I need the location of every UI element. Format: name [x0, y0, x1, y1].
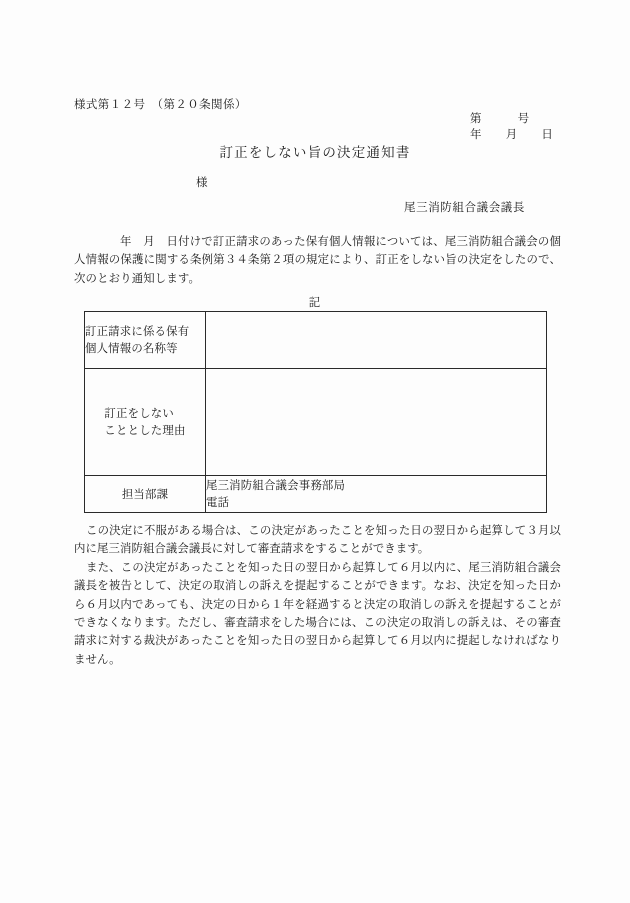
legal-note-appeal: この決定に不服がある場合は、この決定があったことを知った日の翌日から起算して３月以内に尾三消防組合議会議長に対して審査請求をすることができます。 — [74, 523, 561, 556]
table-row — [85, 312, 547, 369]
addressee-honorific: 様 — [196, 175, 208, 189]
legal-note-lawsuit: また、この決定があったことを知った日の翌日から起算して６月以内に、尾三消防組合議会議長を被告として、決定の取消しの訴えを提起することができます。なお、決定を知った日から６月以内であっても、決定の日から１年を経過すると決定の取消しの訴えを提起することができなくなります。ただし、審査請求をした場合には、この決定の取消しの訴えは、その審査請求に対する裁決があったことを知った日の翌日から起算して６月以内に提起しなければなりません。 — [74, 559, 561, 666]
document-date-line: 年 月 日 — [470, 127, 554, 141]
row-label-department: 担当部課 — [85, 476, 206, 513]
row-label-information-name — [85, 312, 206, 369]
telephone-label: 電話 — [206, 495, 230, 509]
label-line-2: 個人情報の名称等 — [85, 341, 178, 355]
table-row — [85, 476, 547, 513]
body-paragraph: 年 月 日付けで訂正請求のあった保有個人情報については、尾三消防組合議会の個人情報の保護に関する条例第３４条第２項の規定により、訂正をしない旨の決定をしたので、次のとおり通知します。 — [74, 234, 561, 285]
row-value-reason[interactable] — [206, 369, 547, 476]
row-value-information-name[interactable] — [206, 312, 547, 369]
ki-marker: 記 — [308, 295, 322, 309]
label-line-1: 訂正請求に係る保有 — [85, 324, 190, 338]
issuer-name: 尾三消防組合議会議長 — [404, 200, 525, 214]
label-lines-reason — [104, 405, 185, 439]
document-number-line: 第 号 — [470, 111, 530, 125]
form-number: 様式第１２号 （第２０条関係） — [74, 97, 247, 111]
label-line-1: 訂正をしない — [104, 406, 174, 420]
row-label-reason — [85, 369, 206, 476]
department-name: 尾三消防組合議会事務部局 — [206, 478, 346, 492]
legal-notes — [74, 521, 561, 668]
row-value-department[interactable] — [206, 476, 547, 513]
page-title: 訂正をしない旨の決定通知書 — [219, 145, 411, 161]
notice-details-table — [84, 311, 547, 513]
label-line-2: こととした理由 — [104, 423, 186, 437]
table-row — [85, 369, 547, 476]
